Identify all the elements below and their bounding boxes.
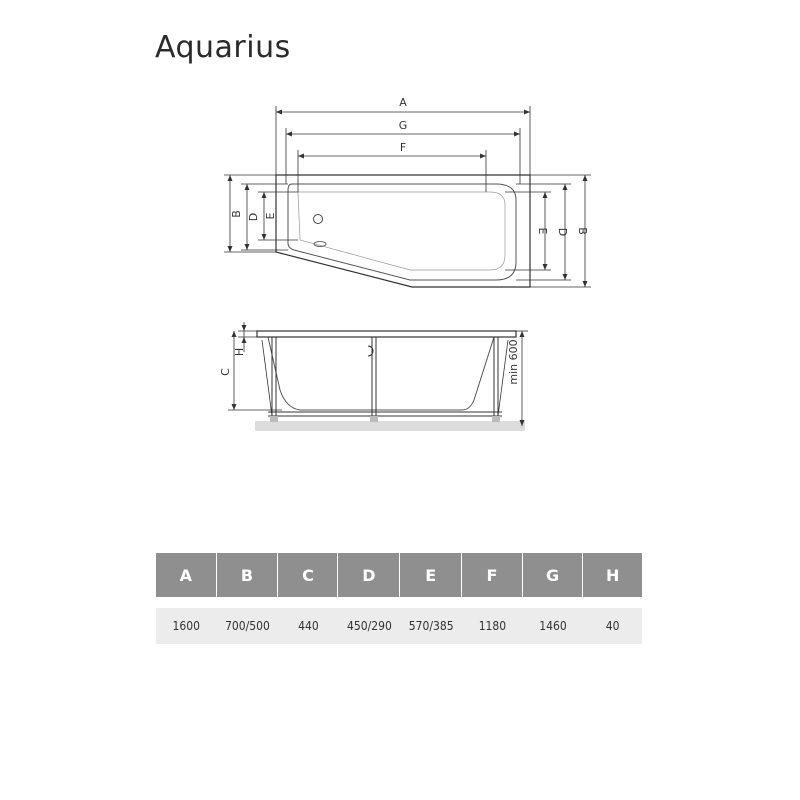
- value-cell-e: 570/385: [400, 608, 462, 644]
- tub-basin: [288, 184, 516, 280]
- value-cell-f: 1180: [462, 608, 523, 644]
- side-view: [257, 331, 516, 416]
- table-row: [156, 608, 642, 644]
- value-cell-c: 440: [278, 608, 338, 644]
- header-cell-a: A: [156, 553, 217, 597]
- drain-circle: [314, 215, 323, 224]
- label-E-right: E: [536, 227, 549, 235]
- label-B-right: B: [576, 227, 589, 235]
- label-H: H: [233, 347, 246, 357]
- header-cell-d: D: [338, 553, 400, 597]
- label-E-left: E: [264, 212, 277, 220]
- value-cell-b: 700/500: [217, 608, 279, 644]
- label-C: C: [219, 368, 232, 376]
- header-cell-c: C: [278, 553, 338, 597]
- header-cell-b: B: [217, 553, 279, 597]
- top-arrowheads: [228, 110, 588, 288]
- value-cell-g: 1460: [523, 608, 584, 644]
- header-cell-h: H: [583, 553, 642, 597]
- side-arrowheads: [232, 325, 525, 426]
- table-header-row: [156, 553, 642, 597]
- side-floor: [255, 416, 525, 431]
- label-F: F: [399, 141, 407, 154]
- value-cell-a: 1600: [156, 608, 217, 644]
- label-D-left: D: [247, 212, 260, 222]
- tub-rim: [257, 331, 516, 337]
- value-cell-d: 450/290: [338, 608, 400, 644]
- value-cell-h: 40: [583, 608, 642, 644]
- label-A: A: [399, 96, 407, 109]
- header-cell-e: E: [400, 553, 462, 597]
- label-B-left: B: [230, 210, 243, 218]
- product-title: Aquarius: [155, 30, 291, 65]
- dimensions-table: [156, 553, 642, 644]
- header-cell-g: G: [523, 553, 584, 597]
- label-D-right: D: [556, 227, 569, 237]
- top-view: [276, 175, 530, 287]
- label-G: G: [398, 119, 408, 132]
- top-dimensions: [224, 106, 591, 287]
- label-min600: min 600: [507, 339, 520, 385]
- tub-body: [268, 337, 494, 410]
- header-cell-f: F: [462, 553, 523, 597]
